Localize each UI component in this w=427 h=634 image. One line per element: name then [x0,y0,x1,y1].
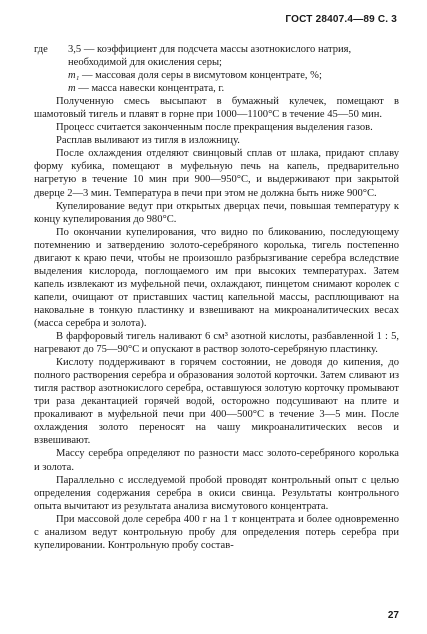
where-item-1 [68,43,399,69]
body-text [34,43,399,552]
paragraph: Полученную смесь высыпают в бумажный кулечек, помещают в шамотовый тигель и плавят в горне при 1000—1100°С в течение 45—50 мин. [34,96,399,121]
where-item-2 [68,69,399,82]
paragraph: Купелирование ведут при открытых дверцах печи, повышая температуру к концу купелирования до 980°С. [34,200,399,225]
page-number: 27 [387,610,399,621]
where-definitions [34,43,399,95]
where-text: — коэффициент для подсчета массы азотнокислого натрия, необходимой для окисления серы; [68,44,352,69]
where-text: — масса навески концентрата, г. [78,83,225,95]
standard-header: ГОСТ 28407.4—89 С. 3 [285,14,397,25]
where-text: — массовая доля серы в висмутовом концентрате, %; [81,70,322,82]
paragraph: В фарфоровый тигель наливают 6 см³ азотной кислоты, разбавленной 1 : 5, нагревают до 75—90°С и опускают в раствор золото-серебряную пластинку. [34,331,399,356]
paragraph: При массовой доле серебра 400 г на 1 т концентрата и более одновременно с анализом ведут контрольную пробу для определения потерь серебра при купелировании. Контрольную пробу состав- [34,513,399,551]
where-symbol: 3,5 [68,44,82,55]
where-intro: где [34,44,48,55]
paragraph: Массу серебра определяют по разности масс золото-серебряного королька и золота. [34,448,399,473]
where-symbol: m [68,83,76,95]
paragraph: Кислоту поддерживают в горячем состоянии, не доводя до кипения, до полного растворения серебра и образования золотой корточки. Затем сливают из тигля раствор азотнокислого серебра, оставшуюся золотую корточку промывают три раза декантацией горячей водой, осторожно подсушивают на плите и прокаливают в муфельной печи при 400—500°С в течение 3—5 мин. После охлаждения золото переносят на чашу микроаналитических весов и взвешивают. [34,357,399,447]
paragraph: По окончании купелирования, что видно по бликованию, последующему потемнению и затвердению золото-серебряного королька, тигель постепенно двигают к краю печи, чтобы не произошло разбрызгивание серебра вследствие выделения кислорода, поглощаемого им при высоких температурах. Затем капель извлекают из муфельной печи, охлаждают, пинцетом снимают королек с капели, очищают от приставших частиц капельной массы, расплющивают на наковальне в тонкую пластинку и взвешивают на микроаналитических весах (масса серебра и золота). [34,226,399,329]
paragraph: Параллельно с исследуемой пробой проводят контрольный опыт с целью определения содержания серебра в окиси свинца. Результаты контрольного опыта вычитают из результата анализа висмутового концентрата. [34,474,399,512]
where-symbol: m₁ [68,70,80,82]
paragraph: После охлаждения отделяют свинцовый сплав от шлака, придают сплаву форму кубика, помещают в муфельную печь на капель, предварительно нагретую в течение 10 мин при 900—950°С, и выдерживают при закрытой дверце 2—3 мин. Температура в печи при этом не должна быть ниже 900°С. [34,148,399,199]
paragraph: Процесс считается законченным после прекращения выделения газов. [56,122,373,134]
where-item-3 [68,82,399,95]
paragraph: Расплав выливают из тигля в изложницу. [56,135,240,147]
